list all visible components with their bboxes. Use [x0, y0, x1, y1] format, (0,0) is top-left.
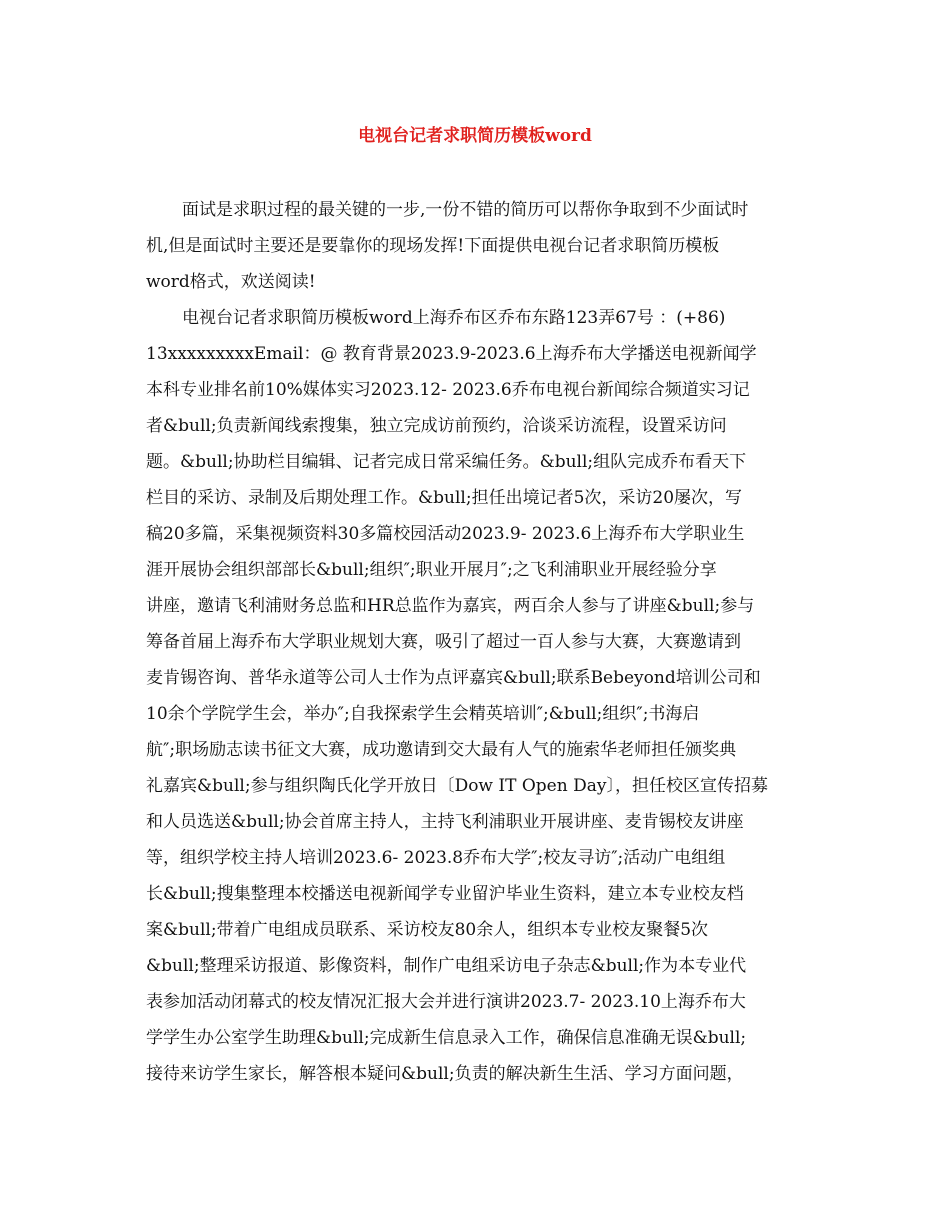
paragraph-line: 13xxxxxxxxxEmail：@ 教育背景2023.9-2023.6上海乔布大学播送电视新闻学: [146, 344, 757, 364]
paragraph-line: 讲座，邀请飞利浦财务总监和HR总监作为嘉宾，两百余人参与了讲座&bull;参与: [146, 596, 755, 616]
paragraph-line: 和人员选送&bull;协会首席主持人，主持飞利浦职业开展讲座、麦肯锡校友讲座: [146, 812, 744, 832]
paragraph-line: 稿20多篇，采集视频资料30多篇校园活动2023.9- 2023.6上海乔布大学职业生: [146, 524, 745, 544]
paragraph-line: 航″;职场励志读书征文大赛，成功邀请到交大最有人气的施索华老师担任颁奖典: [146, 740, 737, 760]
paragraph-line: 栏目的采访、录制及后期处理工作。&bull;担任出境记者5次，采访20屡次，写: [146, 488, 743, 508]
paragraph-line: 本科专业排名前10%媒体实习2023.12- 2023.6乔布电视台新闻综合频道实习记: [146, 380, 750, 400]
paragraph-line: 题。&bull;协助栏目编辑、记者完成日常采编任务。&bull;组队完成乔布看天下: [146, 452, 747, 472]
paragraph-line: 10余个学院学生会，举办″;自我探索学生会精英培训″;&bull;组织″;书海启: [146, 704, 700, 724]
paragraph-line: &bull;整理采访报道、影像资料，制作广电组采访电子杂志&bull;作为本专业代: [146, 956, 747, 976]
paragraph-line: 表参加活动闭幕式的校友情况汇报大会并进行演讲2023.7- 2023.10上海乔布大: [146, 992, 746, 1012]
paragraph-line: 接待来访学生家长，解答根本疑问&bull;负责的解决新生生活、学习方面问题，: [146, 1064, 744, 1084]
paragraph-line: 面试是求职过程的最关键的一步,一份不错的简历可以帮你争取到不少面试时: [182, 200, 749, 220]
paragraph-line: 长&bull;搜集整理本校播送电视新闻学专业留沪毕业生资料，建立本专业校友档: [146, 884, 744, 904]
paragraph-line: 等，组织学校主持人培训2023.6- 2023.8乔布大学″;校友寻访″;活动广电组组: [146, 848, 726, 868]
document-title: 电视台记者求职简历模板word: [358, 126, 592, 146]
paragraph-line: 者&bull;负责新闻线索搜集，独立完成访前预约，洽谈采访流程，设置采访问: [146, 416, 727, 436]
paragraph-line: 礼嘉宾&bull;参与组织陶氏化学开放日〔Dow IT Open Day〕，担任校区宣传招募: [146, 776, 768, 796]
paragraph-line: 电视台记者求职简历模板word上海乔布区乔布东路123弄67号 ：(+86): [182, 308, 726, 328]
paragraph-line: 麦肯锡咨询、普华永道等公司人士作为点评嘉宾&bull;联系Bebeyond培训公司和: [146, 668, 761, 688]
paragraph-line: word格式，欢送阅读!: [146, 272, 316, 292]
paragraph-line: 涯开展协会组织部部长&bull;组织″;职业开展月″;之飞利浦职业开展经验分享: [146, 560, 717, 580]
paragraph-line: 机,但是面试时主要还是要靠你的现场发挥!下面提供电视台记者求职简历模板: [146, 236, 720, 256]
paragraph-line: 筹备首届上海乔布大学职业规划大赛，吸引了超过一百人参与大赛，大赛邀请到: [146, 632, 741, 652]
paragraph-line: 案&bull;带着广电组成员联系、采访校友80余人，组织本专业校友聚餐5次: [146, 920, 709, 940]
paragraph-line: 学学生办公室学生助理&bull;完成新生信息录入工作，确保信息准确无误&bull;: [146, 1028, 747, 1048]
